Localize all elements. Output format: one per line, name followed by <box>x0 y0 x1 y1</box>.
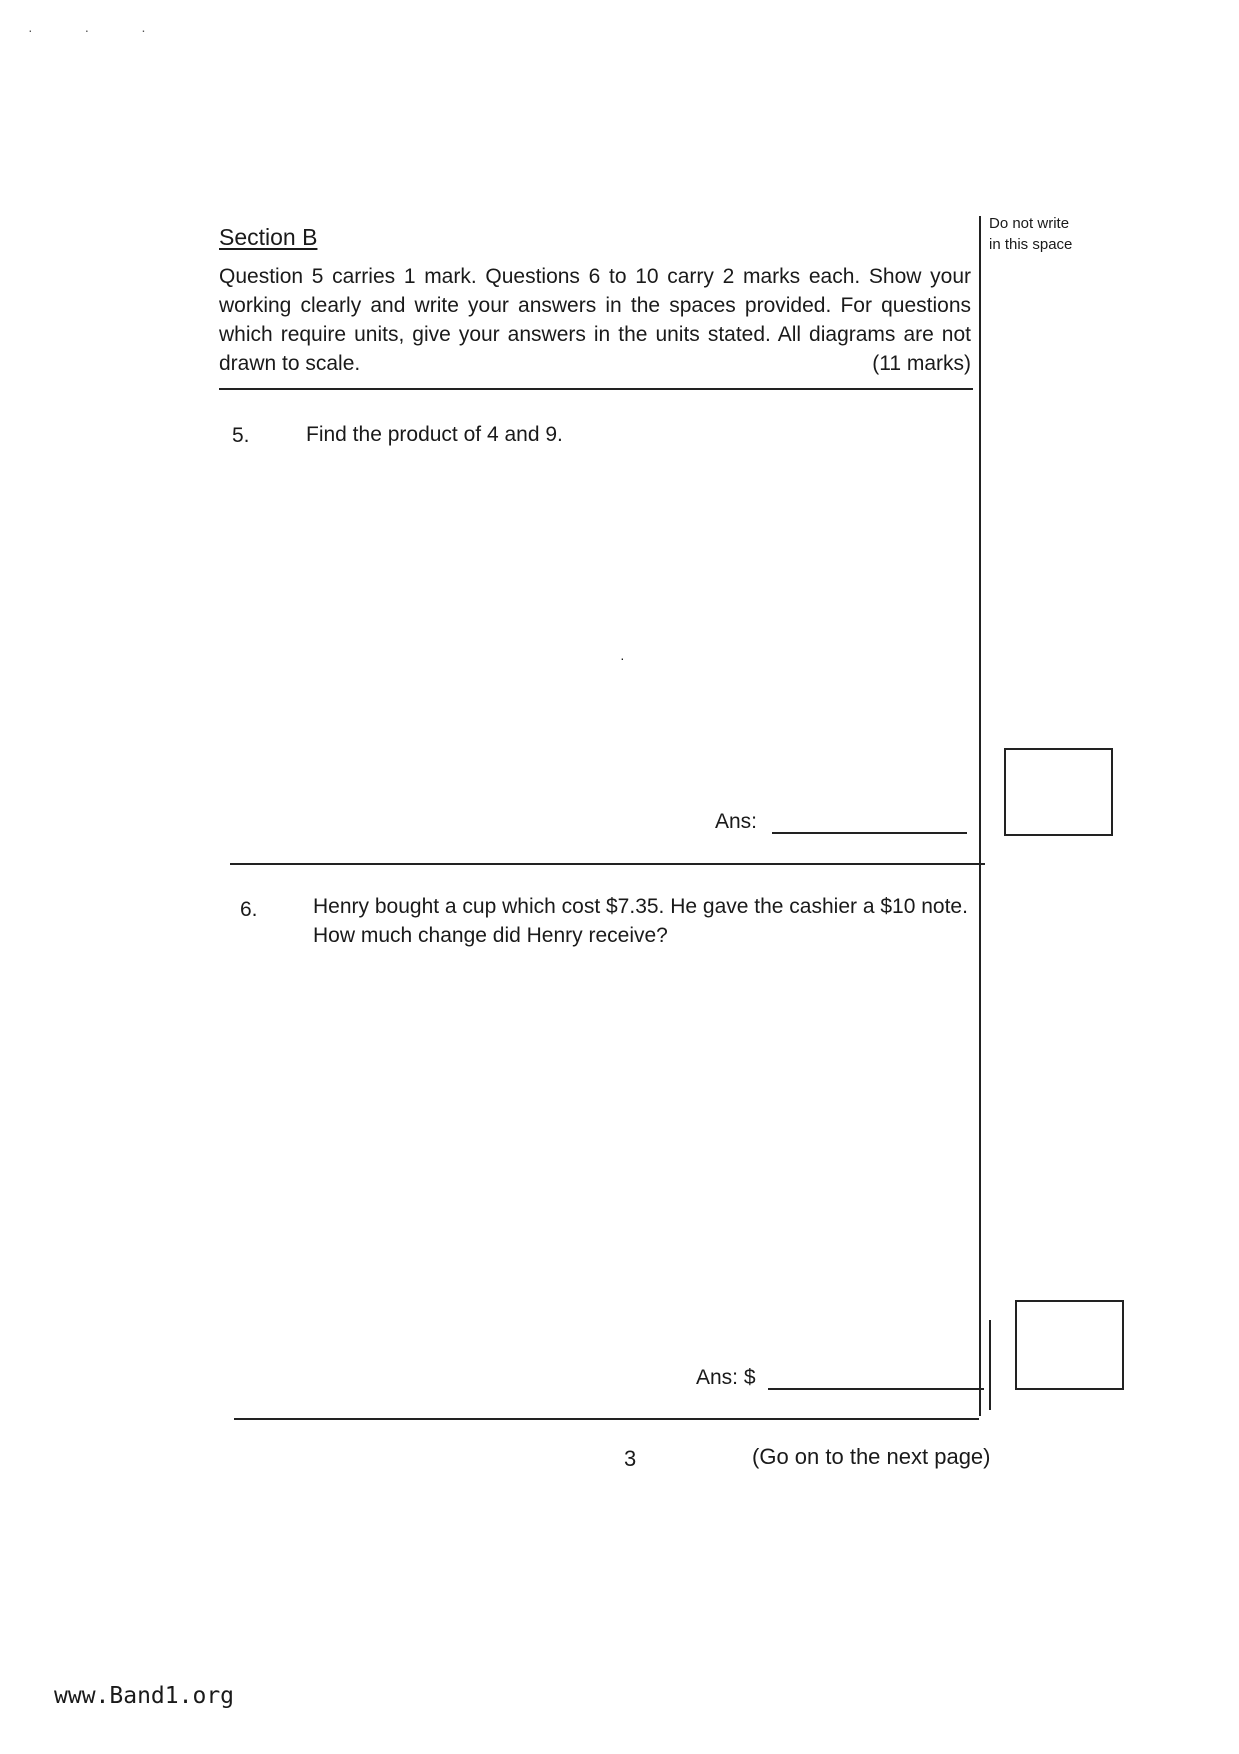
page-number: 3 <box>624 1446 637 1471</box>
question-5-marks-box <box>1004 748 1113 836</box>
question-6-answer-label: Ans: $ <box>696 1366 756 1389</box>
margin-rule-lower <box>989 1320 991 1410</box>
margin-note-line2: in this space <box>989 236 1073 253</box>
margin-rule <box>979 216 981 1416</box>
question-5-answer-label: Ans: <box>715 810 758 833</box>
instructions-divider <box>219 388 973 390</box>
section-title: Section B <box>219 224 318 250</box>
scan-specks: · · · <box>28 22 170 38</box>
website-watermark: www.Band1.org <box>54 1683 235 1709</box>
question-divider-6 <box>234 1418 979 1420</box>
question-6-answer-line[interactable] <box>768 1388 984 1390</box>
margin-note-line1: Do not write <box>989 215 1070 232</box>
question-5-text: Find the product of 4 and 9. <box>306 423 563 446</box>
instructions-text: Question 5 carries 1 mark. Questions 6 to 10 carry 2 marks each. Show your working clearly and write your answers in the spaces provided. For questions which require units, give your answers in the units stated. All diagrams are not drawn to scale. <box>219 265 971 375</box>
question-6-text: Henry bought a cup which cost $7.35. He gave the cashier a $10 note. How much change did Henry receive? <box>313 895 968 947</box>
section-marks: (11 marks) <box>872 352 971 375</box>
question-6-marks-box <box>1015 1300 1124 1390</box>
question-divider-5 <box>230 863 985 865</box>
section-instructions <box>219 262 971 378</box>
question-5-number: 5. <box>232 424 250 447</box>
question-5-answer-line[interactable] <box>772 832 967 834</box>
continue-note: (Go on to the next page) <box>752 1444 991 1469</box>
scan-speck: · <box>620 650 625 666</box>
margin-note <box>989 213 1099 255</box>
question-6-number: 6. <box>240 898 258 921</box>
